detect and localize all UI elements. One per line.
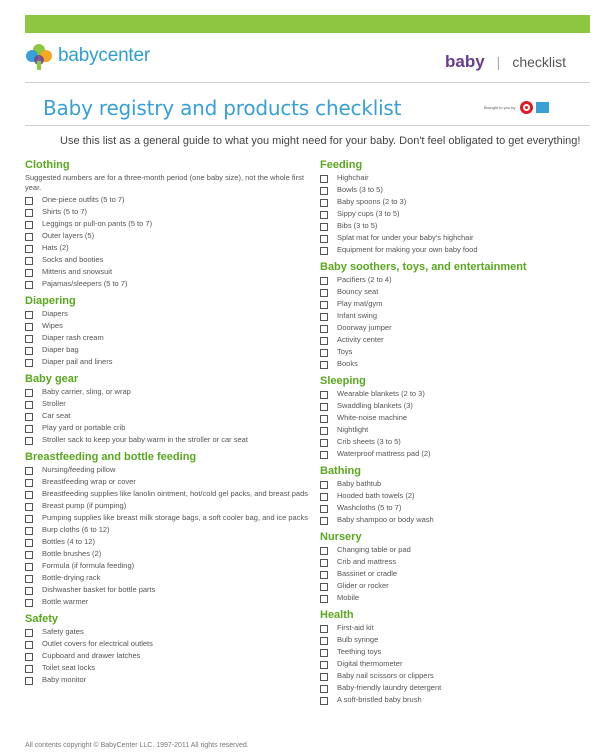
checklist-item-label: Bowls (3 to 5) bbox=[337, 185, 383, 194]
checklist-item-label: Toys bbox=[337, 347, 353, 356]
checklist-item bbox=[320, 233, 585, 243]
checkbox[interactable] bbox=[25, 515, 33, 523]
checklist-item bbox=[25, 627, 310, 637]
checkbox[interactable] bbox=[320, 595, 328, 603]
checkbox[interactable] bbox=[320, 325, 328, 333]
checklist-item-label: Dishwasher basket for bottle parts bbox=[42, 585, 156, 594]
section-title: Health bbox=[320, 609, 354, 621]
checklist-item-label: Changing table or pad bbox=[337, 545, 411, 554]
checkbox[interactable] bbox=[25, 437, 33, 445]
checklist-item-label: First-aid kit bbox=[337, 623, 374, 632]
checkbox[interactable] bbox=[320, 481, 328, 489]
checklist bbox=[320, 623, 585, 705]
checklist-item bbox=[25, 195, 310, 205]
checklist-item-label: Breast pump (if pumping) bbox=[42, 501, 127, 510]
checklist-item-label: Safety gates bbox=[42, 627, 84, 636]
checklist-item-label: Glider or rocker bbox=[337, 581, 389, 590]
checkbox[interactable] bbox=[25, 389, 33, 397]
checklist-item-label: Hats (2) bbox=[42, 243, 69, 252]
checklist-item bbox=[25, 675, 310, 685]
section-sleeping bbox=[320, 374, 585, 459]
section-breastfeeding-and-bottle-feeding bbox=[25, 450, 310, 607]
checkbox[interactable] bbox=[320, 559, 328, 567]
checklist-item-label: Bassinet or cradle bbox=[337, 569, 398, 578]
checkbox[interactable] bbox=[320, 427, 328, 435]
checklist-item bbox=[320, 635, 585, 645]
checkbox[interactable] bbox=[320, 403, 328, 411]
checklist-item bbox=[25, 321, 310, 331]
checklist-item bbox=[25, 387, 310, 397]
checklist-item-label: Stroller bbox=[42, 399, 66, 408]
sponsor-badge-icon bbox=[536, 102, 549, 113]
checklist-item bbox=[320, 449, 585, 459]
checklist-item bbox=[25, 423, 310, 433]
checklist-item bbox=[25, 585, 310, 595]
checklist-item-label: Doorway jumper bbox=[337, 323, 392, 332]
checklist-item bbox=[320, 323, 585, 333]
header-label bbox=[445, 52, 566, 72]
checklist-item-label: Highchair bbox=[337, 173, 369, 182]
checklist-item bbox=[25, 345, 310, 355]
checkbox[interactable] bbox=[320, 451, 328, 459]
checkbox[interactable] bbox=[320, 391, 328, 399]
checklist-item-label: White-noise machine bbox=[337, 413, 408, 422]
checklist-item bbox=[25, 267, 310, 277]
checklist-item bbox=[25, 501, 310, 511]
checkbox[interactable] bbox=[25, 599, 33, 607]
checklist bbox=[25, 309, 310, 367]
checkbox[interactable] bbox=[25, 311, 33, 319]
checkbox[interactable] bbox=[25, 587, 33, 595]
section-health bbox=[320, 608, 585, 705]
checklist-item bbox=[25, 537, 310, 547]
checkbox[interactable] bbox=[25, 221, 33, 229]
left-column bbox=[25, 158, 310, 690]
checkbox[interactable] bbox=[320, 361, 328, 369]
checklist-item-label: Nightlight bbox=[337, 425, 369, 434]
checklist-item bbox=[25, 219, 310, 229]
title-divider bbox=[25, 125, 590, 126]
checklist-item bbox=[25, 357, 310, 367]
checkbox[interactable] bbox=[25, 425, 33, 433]
checklist-item bbox=[25, 255, 310, 265]
checklist-item bbox=[25, 399, 310, 409]
checklist-item-label: A soft-bristled baby brush bbox=[337, 695, 422, 704]
checklist-item bbox=[320, 401, 585, 411]
checklist-item bbox=[320, 437, 585, 447]
checklist-item-label: Baby shampoo or body wash bbox=[337, 515, 434, 524]
babycenter-logo-icon bbox=[25, 41, 53, 71]
checklist-item-label: Baby nail scissors or clippers bbox=[337, 671, 434, 680]
section-baby-gear bbox=[25, 372, 310, 445]
checkbox[interactable] bbox=[320, 439, 328, 447]
checklist-item-label: Burp cloths (6 to 12) bbox=[42, 525, 110, 534]
section-bathing bbox=[320, 464, 585, 525]
checkbox[interactable] bbox=[320, 637, 328, 645]
checklist-item-label: Mittens and snowsuit bbox=[42, 267, 113, 276]
checklist-item-label: Mobile bbox=[337, 593, 360, 602]
checklist-item bbox=[320, 503, 585, 513]
checklist-item bbox=[320, 581, 585, 591]
checklist-item bbox=[25, 309, 310, 319]
checklist-item-label: One-piece outfits (5 to 7) bbox=[42, 195, 125, 204]
sponsor-logo bbox=[484, 101, 549, 114]
checkbox[interactable] bbox=[25, 491, 33, 499]
checklist-item bbox=[25, 561, 310, 571]
checklist-item bbox=[25, 477, 310, 487]
babycenter-logo bbox=[25, 41, 150, 71]
checklist bbox=[320, 479, 585, 525]
checklist-item bbox=[25, 651, 310, 661]
copyright-footer: All contents copyright © BabyCenter LLC. 1997-2011 All rights reserved. bbox=[25, 742, 249, 749]
checklist-item bbox=[320, 185, 585, 195]
checklist-item bbox=[320, 335, 585, 345]
checkbox[interactable] bbox=[320, 235, 328, 243]
checkbox[interactable] bbox=[25, 413, 33, 421]
checklist-item bbox=[320, 221, 585, 231]
checkbox[interactable] bbox=[320, 313, 328, 321]
section-title: Sleeping bbox=[320, 375, 366, 387]
checkbox[interactable] bbox=[320, 223, 328, 231]
checklist-item bbox=[25, 513, 310, 523]
checkbox[interactable] bbox=[320, 199, 328, 207]
checklist-item bbox=[320, 299, 585, 309]
checkbox[interactable] bbox=[320, 415, 328, 423]
checklist-item-label: Washcloths (5 to 7) bbox=[337, 503, 402, 512]
checklist-item-label: Baby-friendly laundry detergent bbox=[337, 683, 442, 692]
checklist-item-label: Play yard or portable crib bbox=[42, 423, 126, 432]
checkbox[interactable] bbox=[320, 187, 328, 195]
header-checklist: checklist bbox=[512, 54, 566, 70]
checklist-item-label: Hooded bath towels (2) bbox=[337, 491, 415, 500]
checkbox[interactable] bbox=[25, 575, 33, 583]
checklist-item bbox=[320, 425, 585, 435]
sponsor-text: Brought to you by bbox=[484, 105, 516, 110]
section-title: Safety bbox=[25, 613, 59, 625]
checklist-item bbox=[320, 479, 585, 489]
checklist-item bbox=[320, 287, 585, 297]
checklist-item bbox=[25, 489, 310, 499]
checklist-item-label: Baby monitor bbox=[42, 675, 87, 684]
checklist-item bbox=[320, 275, 585, 285]
checklist-item-label: Swaddling blankets (3) bbox=[337, 401, 413, 410]
checkbox[interactable] bbox=[320, 685, 328, 693]
checkbox[interactable] bbox=[25, 629, 33, 637]
checklist-item bbox=[25, 435, 310, 445]
checkbox[interactable] bbox=[25, 257, 33, 265]
section-title: Breastfeeding and bottle feeding bbox=[25, 451, 197, 463]
checkbox[interactable] bbox=[320, 673, 328, 681]
checkbox[interactable] bbox=[320, 277, 328, 285]
checklist-item bbox=[320, 515, 585, 525]
checklist-item bbox=[320, 569, 585, 579]
checklist bbox=[320, 545, 585, 603]
checklist-item-label: Digital thermometer bbox=[337, 659, 403, 668]
checklist-item-label: Diaper bag bbox=[42, 345, 79, 354]
checklist-item bbox=[320, 209, 585, 219]
checkbox[interactable] bbox=[320, 649, 328, 657]
checkbox[interactable] bbox=[25, 527, 33, 535]
checklist bbox=[320, 173, 585, 255]
checklist-item bbox=[25, 597, 310, 607]
checkbox[interactable] bbox=[25, 281, 33, 289]
checkbox[interactable] bbox=[320, 547, 328, 555]
checklist-item-label: Bottle brushes (2) bbox=[42, 549, 102, 558]
checkbox[interactable] bbox=[320, 301, 328, 309]
header-baby: baby bbox=[444, 52, 485, 71]
checklist-item-label: Play mat/gym bbox=[337, 299, 383, 308]
section-nursery bbox=[320, 530, 585, 603]
checkbox[interactable] bbox=[320, 571, 328, 579]
checklist-item-label: Outlet covers for electrical outlets bbox=[42, 639, 153, 648]
checklist-item-label: Bottle-drying rack bbox=[42, 573, 101, 582]
checklist-item-label: Cupboard and drawer latches bbox=[42, 651, 141, 660]
checklist-item-label: Bulb syringe bbox=[337, 635, 379, 644]
checkbox[interactable] bbox=[320, 247, 328, 255]
checklist-item bbox=[320, 347, 585, 357]
checklist-item bbox=[25, 231, 310, 241]
checkbox[interactable] bbox=[25, 347, 33, 355]
checklist bbox=[25, 195, 310, 289]
section-title: Nursery bbox=[320, 531, 362, 543]
checkbox[interactable] bbox=[25, 551, 33, 559]
checkbox[interactable] bbox=[25, 677, 33, 685]
checklist-item-label: Formula (if formula feeding) bbox=[42, 561, 135, 570]
checkbox[interactable] bbox=[25, 335, 33, 343]
checklist-item-label: Crib sheets (3 to 5) bbox=[337, 437, 401, 446]
top-color-bar bbox=[25, 15, 590, 33]
checklist-item-label: Breastfeeding supplies like lanolin ointment, hot/cold gel packs, and breast pads bbox=[42, 489, 308, 498]
checklist-item-label: Diaper pail and liners bbox=[42, 357, 113, 366]
checkbox[interactable] bbox=[25, 359, 33, 367]
checklist-item-label: Activity center bbox=[337, 335, 384, 344]
section-title: Baby gear bbox=[25, 373, 79, 385]
section-title: Baby soothers, toys, and entertainment bbox=[320, 261, 527, 273]
checklist-item-label: Equipment for making your own baby food bbox=[337, 245, 478, 254]
checklist-item bbox=[320, 197, 585, 207]
checklist-item-label: Car seat bbox=[42, 411, 71, 420]
checklist-item bbox=[320, 359, 585, 369]
target-logo-icon bbox=[520, 101, 533, 114]
checkbox[interactable] bbox=[25, 467, 33, 475]
section-title: Diapering bbox=[25, 295, 76, 307]
checklist-item bbox=[320, 413, 585, 423]
checklist-item bbox=[25, 333, 310, 343]
checklist-item bbox=[320, 491, 585, 501]
section-title: Feeding bbox=[320, 159, 363, 171]
checklist-item-label: Teething toys bbox=[337, 647, 382, 656]
section-title: Bathing bbox=[320, 465, 361, 477]
checkbox[interactable] bbox=[25, 653, 33, 661]
checklist-item-label: Breastfeeding wrap or cover bbox=[42, 477, 136, 486]
checklist-item-label: Diapers bbox=[42, 309, 68, 318]
checklist-item bbox=[25, 573, 310, 583]
checkbox[interactable] bbox=[25, 197, 33, 205]
checklist-item-label: Infant swing bbox=[337, 311, 378, 320]
checkbox[interactable] bbox=[320, 583, 328, 591]
checkbox[interactable] bbox=[25, 665, 33, 673]
checklist-item-label: Socks and booties bbox=[42, 255, 104, 264]
checklist-item bbox=[320, 647, 585, 657]
checklist-item bbox=[320, 683, 585, 693]
checklist-item-label: Leggings or pull-on pants (5 to 7) bbox=[42, 219, 153, 228]
page-title: Baby registry and products checklist bbox=[43, 96, 402, 120]
checklist-item bbox=[320, 311, 585, 321]
checklist-item bbox=[25, 549, 310, 559]
intro-text: Use this list as a general guide to what you might need for your baby. Don't feel obligated to get everything! bbox=[60, 135, 581, 147]
checklist-item bbox=[25, 639, 310, 649]
checklist-item-label: Bouncy seat bbox=[337, 287, 379, 296]
checkbox[interactable] bbox=[25, 539, 33, 547]
checklist bbox=[25, 387, 310, 445]
checkbox[interactable] bbox=[25, 641, 33, 649]
checklist-item bbox=[320, 245, 585, 255]
checkbox[interactable] bbox=[320, 625, 328, 633]
checkbox[interactable] bbox=[320, 289, 328, 297]
header-separator: | bbox=[496, 54, 501, 70]
checkbox[interactable] bbox=[320, 175, 328, 183]
checklist-item bbox=[25, 465, 310, 475]
checklist-item-label: Toilet seat locks bbox=[42, 663, 95, 672]
checklist-item-label: Pumping supplies like breast milk storage bags, a soft cooler bag, and ice packs bbox=[42, 513, 308, 522]
checklist-item bbox=[25, 663, 310, 673]
checklist-item-label: Shirts (5 to 7) bbox=[42, 207, 88, 216]
checklist-item bbox=[320, 695, 585, 705]
section-title: Clothing bbox=[25, 159, 70, 171]
checkbox[interactable] bbox=[320, 517, 328, 525]
checklist bbox=[25, 627, 310, 685]
section-feeding bbox=[320, 158, 585, 255]
checklist-item-label: Bibs (3 to 5) bbox=[337, 221, 378, 230]
checklist-item-label: Sippy cups (3 to 5) bbox=[337, 209, 400, 218]
checklist bbox=[320, 275, 585, 369]
checklist-item-label: Nursing/feeding pillow bbox=[42, 465, 116, 474]
checkbox[interactable] bbox=[320, 349, 328, 357]
checklist-item bbox=[25, 411, 310, 421]
checklist-item-label: Bottles (4 to 12) bbox=[42, 537, 95, 546]
checklist-item-label: Bottle warmer bbox=[42, 597, 89, 606]
checklist-item-label: Baby carrier, sling, or wrap bbox=[42, 387, 131, 396]
section-baby-soothers-toys-and-entertainment bbox=[320, 260, 585, 369]
checklist bbox=[25, 465, 310, 607]
checklist-item bbox=[320, 623, 585, 633]
checkbox[interactable] bbox=[25, 479, 33, 487]
checkbox[interactable] bbox=[320, 697, 328, 705]
checklist-item-label: Splat mat for under your baby's highchair bbox=[337, 233, 474, 242]
checklist-item-label: Outer layers (5) bbox=[42, 231, 95, 240]
checklist-item-label: Baby spoons (2 to 3) bbox=[337, 197, 407, 206]
checklist-item-label: Books bbox=[337, 359, 358, 368]
checkbox[interactable] bbox=[320, 337, 328, 345]
checklist-item bbox=[25, 279, 310, 289]
checklist-item bbox=[320, 545, 585, 555]
checkbox[interactable] bbox=[320, 211, 328, 219]
section-note: Suggested numbers are for a three-month period (one baby size), not the whole first year. bbox=[25, 173, 304, 192]
checkbox[interactable] bbox=[25, 503, 33, 511]
checklist-item bbox=[320, 671, 585, 681]
checklist-item-label: Wearable blankets (2 to 3) bbox=[337, 389, 425, 398]
checklist-item-label: Pajamas/sleepers (5 to 7) bbox=[42, 279, 128, 288]
logo-text: babycenter bbox=[58, 45, 151, 66]
checklist-item bbox=[25, 207, 310, 217]
section-safety bbox=[25, 612, 310, 685]
checklist-item-label: Baby bathtub bbox=[337, 479, 382, 488]
checklist-item-label: Crib and mattress bbox=[337, 557, 397, 566]
checklist-item-label: Wipes bbox=[42, 321, 63, 330]
checklist-item-label: Stroller sack to keep your baby warm in the stroller or car seat bbox=[42, 435, 248, 444]
checklist-item bbox=[320, 659, 585, 669]
checklist bbox=[320, 389, 585, 459]
checklist-item bbox=[25, 525, 310, 535]
checklist-item-label: Pacifiers (2 to 4) bbox=[337, 275, 392, 284]
checklist-item-label: Diaper rash cream bbox=[42, 333, 104, 342]
checkbox[interactable] bbox=[25, 563, 33, 571]
checkbox[interactable] bbox=[25, 233, 33, 241]
checkbox[interactable] bbox=[25, 323, 33, 331]
checkbox[interactable] bbox=[320, 493, 328, 501]
header-divider bbox=[25, 82, 590, 83]
checklist-item bbox=[25, 243, 310, 253]
checkbox[interactable] bbox=[25, 401, 33, 409]
checklist-item bbox=[320, 173, 585, 183]
checklist-item bbox=[320, 557, 585, 567]
checkbox[interactable] bbox=[25, 245, 33, 253]
section-clothing bbox=[25, 158, 310, 289]
checklist-item bbox=[320, 389, 585, 399]
checklist-item-label: Waterproof mattress pad (2) bbox=[337, 449, 431, 458]
checkbox[interactable] bbox=[320, 661, 328, 669]
right-column bbox=[320, 158, 585, 710]
section-diapering bbox=[25, 294, 310, 367]
checkbox[interactable] bbox=[25, 269, 33, 277]
checkbox[interactable] bbox=[25, 209, 33, 217]
checklist-item bbox=[320, 593, 585, 603]
checkbox[interactable] bbox=[320, 505, 328, 513]
